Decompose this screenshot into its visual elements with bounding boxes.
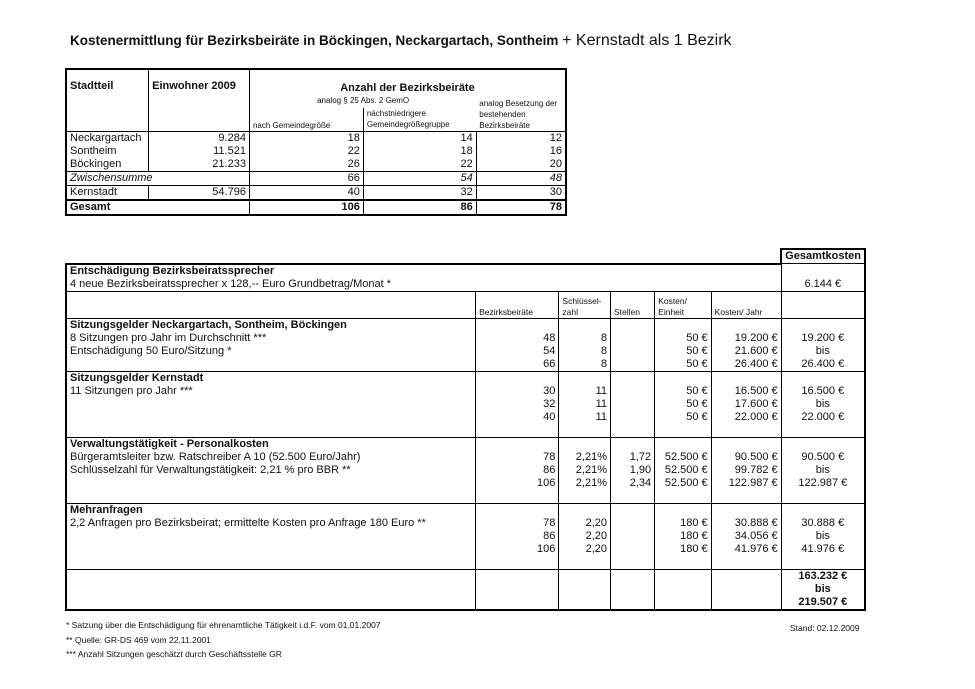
section-line: [66, 543, 476, 556]
table-row: [66, 530, 865, 543]
section-line: 2,2 Anfragen pro Bezirksbeirat; ermittelte Kosten pro Anfrage 180 Euro **: [66, 517, 476, 530]
spacer: [559, 569, 611, 583]
spacer: [559, 503, 611, 517]
stellen-value: 2,34: [611, 477, 655, 490]
schluessel-value: 11: [559, 411, 611, 424]
table-row: [66, 517, 865, 530]
kosten-einheit-value: 180 €: [655, 530, 712, 543]
spacer: [711, 318, 781, 332]
table-row: [66, 398, 865, 411]
spacer: [66, 596, 476, 610]
spacer: [559, 583, 611, 596]
schluessel-value: 2,20: [559, 543, 611, 556]
section-line: [66, 477, 476, 490]
table-row: [66, 543, 865, 556]
title-suffix: + Kernstadt als 1 Bezirk: [562, 32, 732, 49]
footnote-3: *** Anzahl Sitzungen geschätzt durch Geschäftsstelle GR: [66, 649, 282, 659]
header-einwohner: Einwohner 2009: [149, 69, 250, 132]
header-analog: analog § 25 Abs. 2 GemO: [249, 95, 476, 108]
kosten-jahr-value: 19.200 €: [711, 332, 781, 345]
spacer: [559, 318, 611, 332]
gesamtkosten-value: bis: [781, 464, 865, 477]
kosten-jahr-value: 41.976 €: [711, 543, 781, 556]
gesamt-row: Gesamt 106 86 78: [66, 200, 566, 215]
section-line: 8 Sitzungen pro Jahr im Durchschnitt ***: [66, 332, 476, 345]
kosten-jahr-value: 34.056 €: [711, 530, 781, 543]
page-title: [70, 32, 732, 50]
footnotes: [66, 618, 381, 662]
col-kosten-jahr: Kosten/ Jahr: [711, 291, 781, 318]
spacer: [559, 596, 611, 610]
table-row: Neckargartach 9.284 18 14 12: [66, 132, 566, 146]
col-schl: Schlüssel-zahl: [559, 291, 611, 318]
kosten-jahr-value: 22.000 €: [711, 411, 781, 424]
schluessel-value: 8: [559, 332, 611, 345]
spacer: [611, 583, 655, 596]
kosten-jahr-value: 99.782 €: [711, 464, 781, 477]
stellen-value: [611, 345, 655, 358]
stellen-value: 1,90: [611, 464, 655, 477]
spacer: [655, 424, 712, 438]
spacer: [611, 424, 655, 438]
section-line: [66, 358, 476, 372]
spacer: [655, 569, 712, 583]
grand-total: bis: [781, 583, 865, 596]
stand-date: Stand: 02.12.2009: [790, 623, 860, 633]
kosten-einheit-value: 180 €: [655, 543, 712, 556]
header-anzahl: Anzahl der Bezirksbeiräte: [249, 69, 566, 95]
spacer: [66, 556, 476, 570]
bbr-value: 86: [476, 530, 559, 543]
spacer: [476, 503, 559, 517]
col-stellen: Stellen: [611, 291, 655, 318]
spacer: [655, 318, 712, 332]
bbr-value: 86: [476, 464, 559, 477]
bbr-value: 106: [476, 543, 559, 556]
stellen-value: [611, 543, 655, 556]
bbr-value: 48: [476, 332, 559, 345]
spacer: [711, 437, 781, 451]
zwischensumme-row: Zwischensumme 66 54 48: [66, 172, 566, 186]
gesamtkosten-value: bis: [781, 530, 865, 543]
spacer: [66, 569, 476, 583]
bbr-value: 66: [476, 358, 559, 372]
kosten-einheit-value: 52.500 €: [655, 464, 712, 477]
bezirksbeiraete-table: [65, 68, 567, 216]
title-main: Kostenermittlung für Bezirksbeiräte in Böckingen, Neckargartach, Sontheim: [70, 33, 559, 48]
spacer: [559, 490, 611, 504]
stellen-value: [611, 385, 655, 398]
spacer: [611, 569, 655, 583]
kosten-einheit-value: 52.500 €: [655, 451, 712, 464]
kosten-einheit-value: 52.500 €: [655, 477, 712, 490]
table-row: [66, 477, 865, 490]
spacer: [559, 437, 611, 451]
spacer: [781, 490, 865, 504]
section-line: [66, 398, 476, 411]
section-title: Mehranfragen: [66, 503, 476, 517]
spacer: [476, 556, 559, 570]
kosten-jahr-value: 17.600 €: [711, 398, 781, 411]
spacer: [476, 424, 559, 438]
spacer: [711, 596, 781, 610]
spacer: [476, 569, 559, 583]
schluessel-value: 8: [559, 345, 611, 358]
gesamtkosten-value: bis: [781, 345, 865, 358]
header-col1: nach Gemeindegröße: [249, 108, 363, 131]
table-row: [66, 385, 865, 398]
table-row: [66, 345, 865, 358]
table-row: Böckingen 21.233 26 22 20: [66, 158, 566, 172]
schluessel-value: 2,20: [559, 530, 611, 543]
section-line: 11 Sitzungen pro Jahr ***: [66, 385, 476, 398]
spacer: [655, 503, 712, 517]
kosten-einheit-value: 50 €: [655, 385, 712, 398]
section-line: Bürgeramtsleiter bzw. Ratschreiber A 10 (52.500 Euro/Jahr): [66, 451, 476, 464]
footnote-2: ** Quelle: GR-DS 469 vom 22.11.2001: [66, 634, 211, 645]
kosten-einheit-value: 50 €: [655, 332, 712, 345]
table-row: [66, 411, 865, 424]
kosten-jahr-value: 21.600 €: [711, 345, 781, 358]
spacer: [781, 503, 865, 517]
spacer: [655, 437, 712, 451]
spacer: [655, 371, 712, 385]
kosten-jahr-value: 16.500 €: [711, 385, 781, 398]
gesamtkosten-value: 26.400 €: [781, 358, 865, 372]
section-title: Verwaltungstätigkeit - Personalkosten: [66, 437, 476, 451]
kosten-table: [65, 248, 866, 611]
spacer: [655, 556, 712, 570]
table-row: [66, 332, 865, 345]
spacer: [711, 556, 781, 570]
spacer: [611, 556, 655, 570]
spacer: [611, 371, 655, 385]
section-line: Entschädigung 50 Euro/Sitzung *: [66, 345, 476, 358]
schluessel-value: 2,21%: [559, 451, 611, 464]
section-title: Sitzungsgelder Kernstadt: [66, 371, 476, 385]
gesamtkosten-value: 16.500 €: [781, 385, 865, 398]
table-row: Sontheim 11.521 22 18 16: [66, 145, 566, 158]
bbr-value: 106: [476, 477, 559, 490]
kernstadt-row: Kernstadt 54.796 40 32 30: [66, 186, 566, 201]
bbr-value: 78: [476, 451, 559, 464]
kosten-jahr-value: 90.500 €: [711, 451, 781, 464]
schluessel-value: 11: [559, 385, 611, 398]
kosten-einheit-value: 50 €: [655, 411, 712, 424]
kosten-einheit-value: 50 €: [655, 345, 712, 358]
schluessel-value: 2,20: [559, 517, 611, 530]
stellen-value: [611, 530, 655, 543]
spacer: [711, 490, 781, 504]
kosten-einheit-value: 50 €: [655, 358, 712, 372]
spacer: [611, 503, 655, 517]
spacer: [476, 371, 559, 385]
schluessel-value: 2,21%: [559, 477, 611, 490]
gesamtkosten-value: 30.888 €: [781, 517, 865, 530]
stellen-value: [611, 358, 655, 372]
schluessel-value: 2,21%: [559, 464, 611, 477]
col-bbr: Bezirksbeiräte: [476, 291, 559, 318]
spacer: [711, 371, 781, 385]
spacer: [476, 318, 559, 332]
bbr-value: 32: [476, 398, 559, 411]
spacer: [66, 583, 476, 596]
spacer: [476, 596, 559, 610]
kosten-jahr-value: 26.400 €: [711, 358, 781, 372]
spacer: [611, 318, 655, 332]
header-col3: analog Besetzung der bestehenden Bezirksbeiräte: [479, 99, 558, 130]
header-stadtteil: Stadtteil: [70, 80, 114, 92]
spacer: [66, 424, 476, 438]
header-gesamtkosten: Gesamtkosten: [781, 249, 865, 264]
stellen-value: [611, 517, 655, 530]
bbr-value: 30: [476, 385, 559, 398]
gesamtkosten-value: 19.200 €: [781, 332, 865, 345]
spacer: [611, 437, 655, 451]
stellen-value: [611, 398, 655, 411]
kosten-einheit-value: 180 €: [655, 517, 712, 530]
spacer: [781, 556, 865, 570]
col-kosten-einheit: Kosten/ Einheit: [655, 291, 712, 318]
spacer: [711, 424, 781, 438]
gesamtkosten-value: 90.500 €: [781, 451, 865, 464]
spacer: [711, 583, 781, 596]
section-line: [66, 530, 476, 543]
spacer: [66, 490, 476, 504]
spacer: [476, 583, 559, 596]
spacer: [559, 371, 611, 385]
schluessel-value: 11: [559, 398, 611, 411]
bbr-value: 54: [476, 345, 559, 358]
spacer: [655, 583, 712, 596]
table-row: [66, 464, 865, 477]
spacer: [476, 490, 559, 504]
gesamtkosten-value: 41.976 €: [781, 543, 865, 556]
bbr-value: 40: [476, 411, 559, 424]
footnote-1: * Satzung über die Entschädigung für ehrenamtliche Tätigkeit i.d.F. vom 01.01.2007: [66, 620, 381, 630]
spacer: [711, 503, 781, 517]
spacer: [655, 596, 712, 610]
spacer: [476, 437, 559, 451]
gesamtkosten-value: 22.000 €: [781, 411, 865, 424]
schluessel-value: 8: [559, 358, 611, 372]
stellen-value: 1,72: [611, 451, 655, 464]
spacer: [781, 371, 865, 385]
spacer: [611, 490, 655, 504]
bbr-value: 78: [476, 517, 559, 530]
gesamtkosten-value: bis: [781, 398, 865, 411]
spacer: [611, 596, 655, 610]
section-title: Entschädigung Bezirksbeiratssprecher: [66, 264, 781, 278]
kosten-einheit-value: 50 €: [655, 398, 712, 411]
sec1-total: 6.144 €: [781, 278, 865, 292]
table-row: [66, 358, 865, 372]
spacer: [559, 424, 611, 438]
stellen-value: [611, 411, 655, 424]
table-row: [66, 451, 865, 464]
spacer: [655, 490, 712, 504]
header-col2: nächstniedrigere Gemeindegrößegruppe: [363, 108, 476, 131]
section-line: Schlüsselzahl für Verwaltungstätigkeit: 2,21 % pro BBR **: [66, 464, 476, 477]
spacer: [711, 569, 781, 583]
kosten-jahr-value: 30.888 €: [711, 517, 781, 530]
spacer: [781, 424, 865, 438]
grand-total: 163.232 €: [781, 569, 865, 583]
grand-total: 219.507 €: [781, 596, 865, 610]
spacer: [781, 318, 865, 332]
gesamtkosten-value: 122.987 €: [781, 477, 865, 490]
stellen-value: [611, 332, 655, 345]
section-line: 4 neue Bezirksbeiratssprecher x 128,-- Euro Grundbetrag/Monat *: [66, 278, 781, 292]
spacer: [781, 437, 865, 451]
section-line: [66, 411, 476, 424]
section-title: Sitzungsgelder Neckargartach, Sontheim, Böckingen: [66, 318, 476, 332]
spacer: [559, 556, 611, 570]
kosten-jahr-value: 122.987 €: [711, 477, 781, 490]
